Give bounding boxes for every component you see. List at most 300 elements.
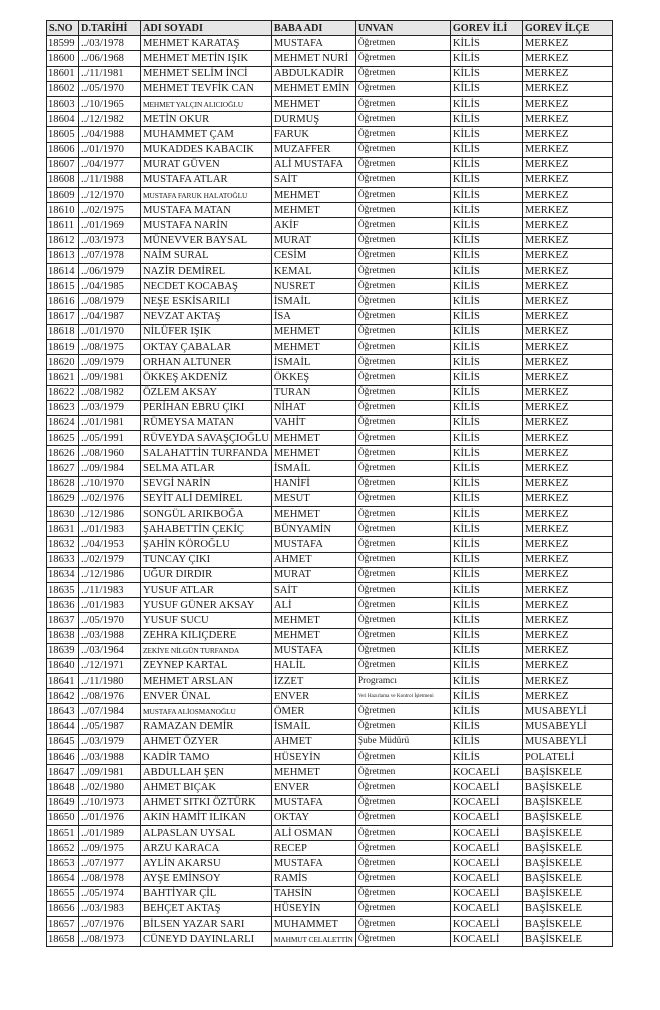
table-row [47,537,613,552]
cell-title: Öğretmen [355,476,450,491]
cell-province: KİLİS [450,719,522,734]
cell-district: MERKEZ [522,157,612,172]
cell-sno: 18609 [47,188,79,203]
cell-full-name: ŞAHABETTİN ÇEKİÇ [141,522,272,537]
table-row [47,309,613,324]
cell-full-name: ALPASLAN UYSAL [141,825,272,840]
cell-district: MUSABEYLİ [522,719,612,734]
cell-province: KİLİS [450,172,522,187]
cell-district: BAŞİSKELE [522,795,612,810]
cell-district: MERKEZ [522,172,612,187]
table-row [47,856,613,871]
cell-title: Öğretmen [355,552,450,567]
cell-title: Öğretmen [355,188,450,203]
cell-birth-date: ../11/1981 [79,66,141,81]
cell-district: MERKEZ [522,689,612,704]
cell-province: KİLİS [450,81,522,96]
cell-province: KOCAELİ [450,917,522,932]
cell-title: Öğretmen [355,765,450,780]
table-row [47,825,613,840]
cell-title: Öğretmen [355,203,450,218]
cell-title: Öğretmen [355,856,450,871]
cell-sno: 18644 [47,719,79,734]
cell-full-name: MEHMET TEVFİK CAN [141,81,272,96]
cell-full-name: SONGÜL ARIKBOĞA [141,507,272,522]
cell-sno: 18632 [47,537,79,552]
cell-title: Öğretmen [355,400,450,415]
table-row [47,613,613,628]
cell-full-name: ZEHRA KILIÇDERE [141,628,272,643]
cell-province: KİLİS [450,415,522,430]
table-row [47,582,613,597]
cell-sno: 18635 [47,582,79,597]
table-row [47,917,613,932]
cell-title: Öğretmen [355,522,450,537]
cell-province: KİLİS [450,400,522,415]
cell-district: MERKEZ [522,36,612,51]
cell-birth-date: ../03/1983 [79,901,141,916]
table-row [47,461,613,476]
cell-sno: 18620 [47,355,79,370]
cell-father-name: ALİ [271,598,355,613]
cell-full-name: CÜNEYD DAYINLARLI [141,932,272,947]
cell-father-name: MUHAMMET [271,917,355,932]
cell-birth-date: ../12/1986 [79,567,141,582]
cell-province: KİLİS [450,598,522,613]
table-row [47,567,613,582]
cell-district: MERKEZ [522,309,612,324]
cell-district: BAŞİSKELE [522,825,612,840]
table-row [47,628,613,643]
cell-title: Öğretmen [355,51,450,66]
cell-sno: 18641 [47,674,79,689]
header-province: GOREV İLİ [450,21,522,36]
table-row [47,795,613,810]
cell-full-name: MUKADDES KABACIK [141,142,272,157]
cell-full-name: NAİM SURAL [141,248,272,263]
cell-father-name: İSMAİL [271,355,355,370]
cell-sno: 18636 [47,598,79,613]
cell-father-name: TURAN [271,385,355,400]
cell-sno: 18604 [47,112,79,127]
cell-district: MERKEZ [522,507,612,522]
personnel-table [46,20,613,947]
cell-full-name: SELMA ATLAR [141,461,272,476]
cell-sno: 18657 [47,917,79,932]
cell-father-name: MURAT [271,567,355,582]
cell-district: MERKEZ [522,628,612,643]
cell-title: Öğretmen [355,841,450,856]
cell-birth-date: ../09/1981 [79,765,141,780]
table-row [47,51,613,66]
cell-district: MERKEZ [522,81,612,96]
table-row [47,932,613,947]
cell-sno: 18623 [47,400,79,415]
cell-full-name: RÜMEYSA MATAN [141,415,272,430]
cell-birth-date: ../01/1970 [79,324,141,339]
cell-province: KOCAELİ [450,810,522,825]
cell-birth-date: ../05/1970 [79,613,141,628]
cell-title: Öğretmen [355,507,450,522]
cell-father-name: MUSTAFA [271,36,355,51]
cell-full-name: AYŞE EMİNSOY [141,871,272,886]
cell-title: Öğretmen [355,917,450,932]
cell-sno: 18608 [47,172,79,187]
cell-full-name: NİLÜFER IŞIK [141,324,272,339]
cell-father-name: MEHMET [271,203,355,218]
cell-full-name: ZEKİYE NİLGÜN TURFANDA [141,643,272,658]
cell-sno: 18651 [47,825,79,840]
cell-province: KİLİS [450,66,522,81]
cell-full-name: METİN OKUR [141,112,272,127]
cell-birth-date: ../06/1968 [79,51,141,66]
table-row [47,476,613,491]
cell-birth-date: ../01/1981 [79,415,141,430]
cell-title: Öğretmen [355,233,450,248]
cell-full-name: YUSUF ATLAR [141,582,272,597]
cell-sno: 18626 [47,446,79,461]
table-row [47,719,613,734]
cell-full-name: AHMET ÖZYER [141,734,272,749]
table-row [47,279,613,294]
table-row [47,355,613,370]
cell-birth-date: ../12/1971 [79,658,141,673]
cell-province: KOCAELİ [450,901,522,916]
cell-district: BAŞİSKELE [522,856,612,871]
cell-birth-date: ../07/1978 [79,248,141,263]
table-row [47,491,613,506]
cell-father-name: HALİL [271,658,355,673]
cell-birth-date: ../01/1989 [79,825,141,840]
cell-birth-date: ../01/1976 [79,810,141,825]
cell-full-name: MUSTAFA ATLAR [141,172,272,187]
cell-father-name: ÖKKEŞ [271,370,355,385]
cell-district: MERKEZ [522,66,612,81]
cell-full-name: ENVER ÜNAL [141,689,272,704]
cell-father-name: AKİF [271,218,355,233]
cell-title: Öğretmen [355,643,450,658]
cell-province: KİLİS [450,446,522,461]
cell-full-name: ZEYNEP KARTAL [141,658,272,673]
cell-sno: 18631 [47,522,79,537]
cell-full-name: MEHMET ARSLAN [141,674,272,689]
table-row [47,522,613,537]
cell-father-name: MURAT [271,233,355,248]
cell-father-name: KEMAL [271,264,355,279]
cell-birth-date: ../03/1988 [79,750,141,765]
cell-province: KİLİS [450,750,522,765]
cell-full-name: MEHMET KARATAŞ [141,36,272,51]
table-row [47,415,613,430]
cell-sno: 18625 [47,431,79,446]
cell-district: BAŞİSKELE [522,917,612,932]
cell-province: KOCAELİ [450,841,522,856]
cell-district: MERKEZ [522,537,612,552]
header-full-name: ADI SOYADI [141,21,272,36]
table-row [47,780,613,795]
cell-birth-date: ../04/1977 [79,157,141,172]
table-row [47,248,613,263]
header-sno: S.NO [47,21,79,36]
cell-district: MERKEZ [522,355,612,370]
table-row [47,704,613,719]
cell-full-name: ÖKKEŞ AKDENİZ [141,370,272,385]
cell-father-name: MEHMET [271,446,355,461]
cell-district: BAŞİSKELE [522,780,612,795]
cell-full-name: ARZU KARACA [141,841,272,856]
cell-province: KİLİS [450,248,522,263]
table-row [47,385,613,400]
cell-full-name: SEVGİ NARİN [141,476,272,491]
cell-full-name: MURAT GÜVEN [141,157,272,172]
cell-birth-date: ../02/1980 [79,780,141,795]
cell-father-name: AHMET [271,552,355,567]
cell-father-name: İSMAİL [271,719,355,734]
cell-province: KOCAELİ [450,932,522,947]
cell-province: KİLİS [450,385,522,400]
cell-sno: 18653 [47,856,79,871]
cell-title: Öğretmen [355,415,450,430]
cell-province: KOCAELİ [450,886,522,901]
cell-title: Öğretmen [355,871,450,886]
cell-title: Öğretmen [355,932,450,947]
cell-province: KİLİS [450,112,522,127]
table-row [47,36,613,51]
cell-district: MERKEZ [522,476,612,491]
table-row [47,188,613,203]
cell-province: KİLİS [450,279,522,294]
cell-birth-date: ../01/1969 [79,218,141,233]
cell-sno: 18652 [47,841,79,856]
cell-district: MERKEZ [522,51,612,66]
cell-province: KİLİS [450,127,522,142]
cell-birth-date: ../11/1988 [79,172,141,187]
cell-father-name: MEHMET [271,324,355,339]
cell-title: Şube Müdürü [355,734,450,749]
cell-father-name: FARUK [271,127,355,142]
cell-province: KİLİS [450,203,522,218]
cell-title: Öğretmen [355,825,450,840]
cell-district: MERKEZ [522,552,612,567]
cell-sno: 18606 [47,142,79,157]
cell-full-name: NECDET KOCABAŞ [141,279,272,294]
cell-province: KİLİS [450,157,522,172]
cell-district: BAŞİSKELE [522,871,612,886]
cell-father-name: MEHMET EMİN [271,81,355,96]
cell-birth-date: ../02/1976 [79,491,141,506]
cell-district: MERKEZ [522,674,612,689]
cell-province: KİLİS [450,339,522,354]
cell-title: Öğretmen [355,339,450,354]
cell-sno: 18618 [47,324,79,339]
cell-sno: 18619 [47,339,79,354]
table-body [47,36,613,947]
cell-province: KİLİS [450,431,522,446]
cell-birth-date: ../02/1975 [79,203,141,218]
cell-father-name: İSA [271,309,355,324]
cell-province: KİLİS [450,461,522,476]
cell-sno: 18613 [47,248,79,263]
table-row [47,658,613,673]
cell-district: BAŞİSKELE [522,841,612,856]
table-row [47,112,613,127]
cell-birth-date: ../05/1974 [79,886,141,901]
cell-father-name: MEHMET [271,431,355,446]
cell-birth-date: ../08/1975 [79,339,141,354]
cell-father-name: MEHMET [271,765,355,780]
cell-full-name: MUSTAFA ALİOSMANOĞLU [141,704,272,719]
cell-father-name: RAMİS [271,871,355,886]
cell-full-name: YUSUF SUCU [141,613,272,628]
cell-sno: 18647 [47,765,79,780]
cell-birth-date: ../03/1973 [79,233,141,248]
cell-birth-date: ../09/1984 [79,461,141,476]
cell-father-name: MUSTAFA [271,795,355,810]
cell-district: BAŞİSKELE [522,901,612,916]
cell-sno: 18640 [47,658,79,673]
cell-full-name: ABDULLAH ŞEN [141,765,272,780]
cell-sno: 18645 [47,734,79,749]
cell-full-name: AYLİN AKARSU [141,856,272,871]
cell-father-name: MEHMET NURİ [271,51,355,66]
cell-title: Öğretmen [355,886,450,901]
cell-province: KİLİS [450,507,522,522]
cell-district: BAŞİSKELE [522,932,612,947]
table-row [47,370,613,385]
cell-full-name: BAHTİYAR ÇİL [141,886,272,901]
cell-full-name: AKIN HAMİT ILIKAN [141,810,272,825]
cell-province: KİLİS [450,294,522,309]
cell-title: Öğretmen [355,491,450,506]
cell-title: Öğretmen [355,96,450,111]
table-row [47,339,613,354]
header-district: GOREV İLÇE [522,21,612,36]
table-row [47,871,613,886]
cell-sno: 18615 [47,279,79,294]
cell-province: KİLİS [450,233,522,248]
cell-sno: 18602 [47,81,79,96]
cell-district: MERKEZ [522,324,612,339]
cell-district: BAŞİSKELE [522,765,612,780]
cell-father-name: CESİM [271,248,355,263]
table-row [47,81,613,96]
cell-district: MERKEZ [522,218,612,233]
cell-birth-date: ../08/1973 [79,932,141,947]
table-row [47,96,613,111]
cell-birth-date: ../09/1975 [79,841,141,856]
cell-district: MERKEZ [522,415,612,430]
cell-father-name: NİHAT [271,400,355,415]
cell-birth-date: ../02/1979 [79,552,141,567]
cell-birth-date: ../03/1988 [79,628,141,643]
cell-title: Öğretmen [355,127,450,142]
cell-district: MERKEZ [522,567,612,582]
cell-province: KOCAELİ [450,780,522,795]
cell-sno: 18629 [47,491,79,506]
table-row [47,324,613,339]
cell-province: KİLİS [450,643,522,658]
cell-title: Öğretmen [355,567,450,582]
cell-province: KİLİS [450,370,522,385]
cell-province: KİLİS [450,142,522,157]
cell-sno: 18624 [47,415,79,430]
cell-father-name: MUSTAFA [271,643,355,658]
cell-district: MERKEZ [522,522,612,537]
cell-full-name: UĞUR DIRDIR [141,567,272,582]
table-row [47,218,613,233]
cell-sno: 18642 [47,689,79,704]
table-row [47,446,613,461]
cell-district: MERKEZ [522,294,612,309]
cell-district: MERKEZ [522,491,612,506]
cell-full-name: PERİHAN EBRU ÇIKI [141,400,272,415]
cell-district: MERKEZ [522,233,612,248]
cell-province: KİLİS [450,522,522,537]
cell-full-name: MUHAMMET ÇAM [141,127,272,142]
cell-province: KOCAELİ [450,856,522,871]
cell-father-name: MUSTAFA [271,856,355,871]
cell-full-name: KADİR TAMO [141,750,272,765]
cell-father-name: MAHMUT CELALETTİN [271,932,355,947]
cell-sno: 18646 [47,750,79,765]
cell-district: MERKEZ [522,248,612,263]
cell-province: KOCAELİ [450,871,522,886]
cell-full-name: RAMAZAN DEMİR [141,719,272,734]
cell-full-name: AHMET BIÇAK [141,780,272,795]
cell-sno: 18628 [47,476,79,491]
table-row [47,674,613,689]
header-birth-date: D.TARİHİ [79,21,141,36]
cell-title: Öğretmen [355,385,450,400]
cell-full-name: MEHMET SELİM İNCİ [141,66,272,81]
cell-title: Öğretmen [355,901,450,916]
table-header-row [47,21,613,36]
cell-district: MERKEZ [522,339,612,354]
cell-sno: 18655 [47,886,79,901]
cell-birth-date: ../08/1960 [79,446,141,461]
table-row [47,294,613,309]
table-row [47,598,613,613]
cell-title: Öğretmen [355,582,450,597]
cell-birth-date: ../12/1986 [79,507,141,522]
cell-father-name: HÜSEYİN [271,750,355,765]
cell-birth-date: ../01/1970 [79,142,141,157]
cell-province: KOCAELİ [450,825,522,840]
cell-father-name: MEHMET [271,628,355,643]
cell-title: Öğretmen [355,446,450,461]
cell-full-name: ÖZLEM AKSAY [141,385,272,400]
cell-father-name: ENVER [271,689,355,704]
cell-full-name: NEŞE ESKİSARILI [141,294,272,309]
cell-title: Veri Hazırlama ve Kontrol İşletmeni [355,689,450,704]
table-row [47,765,613,780]
cell-father-name: MEHMET [271,96,355,111]
cell-district: MERKEZ [522,370,612,385]
cell-birth-date: ../04/1985 [79,279,141,294]
cell-full-name: MÜNEVVER BAYSAL [141,233,272,248]
cell-birth-date: ../08/1978 [79,871,141,886]
cell-province: KİLİS [450,658,522,673]
cell-full-name: AHMET SITKI ÖZTÜRK [141,795,272,810]
cell-district: MERKEZ [522,658,612,673]
cell-sno: 18649 [47,795,79,810]
table-row [47,689,613,704]
cell-father-name: MUZAFFER [271,142,355,157]
cell-birth-date: ../01/1983 [79,598,141,613]
cell-title: Öğretmen [355,613,450,628]
cell-sno: 18627 [47,461,79,476]
cell-province: KİLİS [450,689,522,704]
